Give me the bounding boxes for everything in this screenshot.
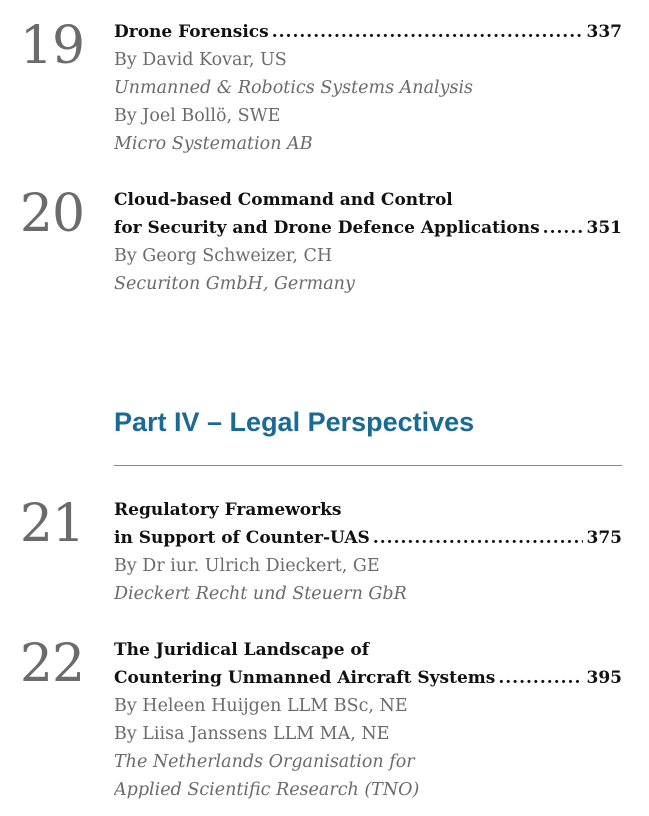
chapter-title-row[interactable] [114, 664, 622, 692]
affiliation-line: The Netherlands Organisation for [114, 752, 415, 772]
chapter-number: 20 [19, 184, 85, 244]
author-line: By Dr iur. Ulrich Dieckert, GE [114, 556, 380, 576]
entry-lines [114, 636, 622, 804]
affiliation-line: Unmanned & Robotics Systems Analysis [114, 78, 474, 98]
leader-dots [373, 524, 583, 552]
chapter-title: Countering Unmanned Aircraft Systems [114, 668, 496, 688]
page-number: 375 [586, 528, 622, 548]
page-number: 337 [586, 22, 622, 42]
chapter-number: 22 [19, 634, 85, 694]
chapter-title: Regulatory Frameworks [114, 500, 342, 520]
author-line: By Joel Bollö, SWE [114, 106, 281, 126]
chapter-title-row[interactable] [114, 214, 622, 242]
chapter-title: Drone Forensics [114, 22, 269, 42]
entry-lines [114, 186, 622, 298]
affiliation-line: Securiton GmbH, Germany [114, 274, 355, 294]
chapter-title: for Security and Drone Defence Applications [114, 218, 540, 238]
chapter-number: 21 [19, 494, 85, 554]
part-divider [114, 465, 622, 466]
page-number: 351 [586, 218, 622, 238]
affiliation-line: Dieckert Recht und Steuern GbR [114, 584, 407, 604]
page-number: 395 [586, 668, 622, 688]
author-line: By Heleen Huijgen LLM BSc, NE [114, 696, 408, 716]
author-line: By Georg Schweizer, CH [114, 246, 333, 266]
chapter-title: The Juridical Landscape of [114, 640, 370, 660]
chapter-number: 19 [19, 16, 85, 76]
entry-lines [114, 496, 622, 608]
leader-dots [498, 664, 582, 692]
leader-dots [272, 18, 583, 46]
leader-dots [543, 214, 583, 242]
chapter-title: Cloud-based Command and Control [114, 190, 453, 210]
entry-lines [114, 18, 622, 158]
chapter-title-row[interactable] [114, 524, 622, 552]
affiliation-line: Micro Systemation AB [114, 134, 313, 154]
part-heading: Part IV – Legal Perspectives [114, 407, 475, 437]
author-line: By Liisa Janssens LLM MA, NE [114, 724, 390, 744]
chapter-title-row[interactable] [114, 18, 622, 46]
author-line: By David Kovar, US [114, 50, 287, 70]
affiliation-line: Applied Scientific Research (TNO) [114, 780, 420, 800]
chapter-title: in Support of Counter-UAS [114, 528, 370, 548]
